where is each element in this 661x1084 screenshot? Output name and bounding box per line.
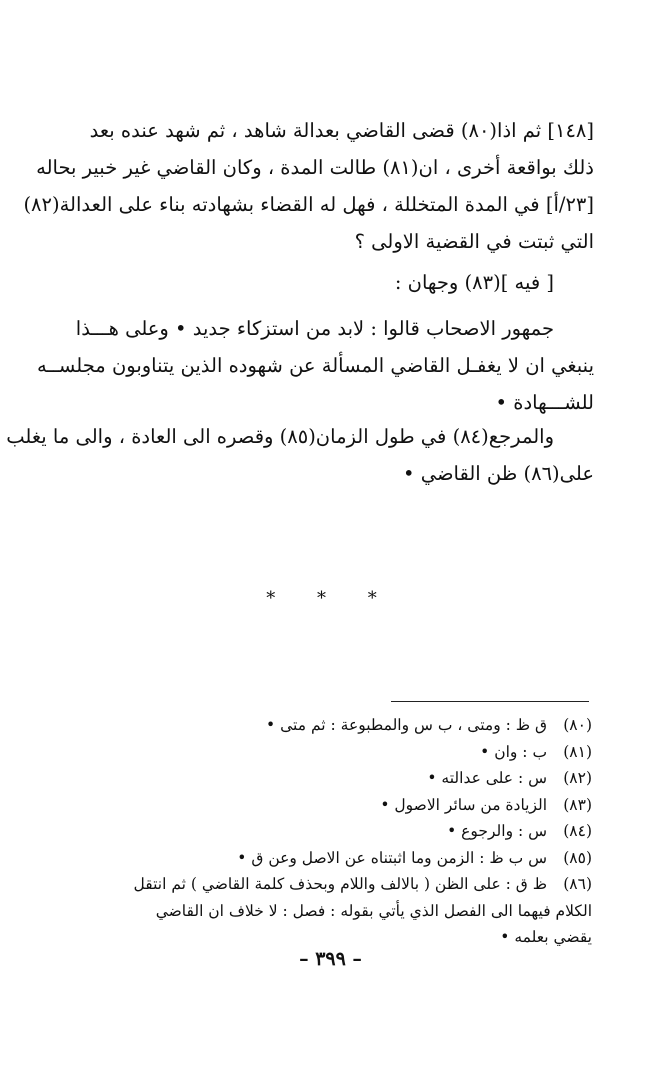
footnote (68, 712, 592, 739)
footnote (68, 818, 592, 845)
text-line: [ فيه ](٨٣) وجهان : (394, 271, 554, 294)
footnote-number: (٨٣) (563, 795, 592, 814)
text-line: جمهور الاصحاب قالوا : لابد من استزكاء جديد • وعلى هـــذا (75, 317, 554, 340)
footnote-continuation: الكلام فيهما الى الفصل الذي يأتي بقوله : فصل : لا خلاف ان القاضي (155, 901, 592, 920)
text-line: التي ثبتت في القضية الاولى ؟ (354, 230, 594, 253)
footnotes (68, 712, 592, 951)
text-line: للشـــهادة • (495, 391, 594, 414)
text-line: ذلك بواقعة أخرى ، ان(٨١) طالت المدة ، وكان القاضي غير خبير بحاله (36, 156, 594, 179)
text-line: على(٨٦) ظن القاضي • (403, 462, 594, 485)
footnote-text: س ب ظ : الزمن وما اثبتناه عن الاصل وعن ق • (237, 848, 548, 867)
footnote-divider (391, 701, 589, 702)
paragraph-majority-opinion (36, 310, 594, 421)
footnote-text: ظ ق : على الظن ( بالالف واللام وبحذف كلمة القاضي ) ثم انتقل (133, 875, 548, 893)
footnote (68, 845, 592, 872)
footnote-continuation: يقضي بعلمه • (500, 928, 592, 946)
footnote-number: (٨٦) (563, 875, 592, 893)
footnote-number: (٨١) (563, 742, 592, 761)
paragraph-reference (6, 418, 594, 492)
section-separator: * * * (266, 588, 395, 609)
footnote-number: (٨٤) (563, 822, 592, 840)
footnote (68, 871, 592, 898)
footnote (68, 765, 592, 792)
footnote-number: (٨٢) (563, 769, 592, 787)
footnote (68, 792, 592, 819)
footnote-text: الزيادة من سائر الاصول • (380, 795, 548, 814)
text-line: [٢٣/أ] في المدة المتخللة ، فهل له القضاء بشهادته بناء على العدالة(٨٢) (23, 193, 594, 216)
footnote-number: (٨٥) (563, 848, 592, 867)
footnote-text: ب : وان • (480, 742, 548, 761)
text-line: [١٤٨] ثم اذا(٨٠) قضى القاضي بعدالة شاهد ، ثم شهد عنده بعد (89, 119, 594, 142)
footnote-text: س : والرجوع • (447, 822, 548, 840)
page-number: – ٣٩٩ – (299, 948, 362, 970)
footnote-text: س : على عدالته • (427, 769, 548, 787)
footnote-text: ق ظ : ومتى ، ب س والمطبوعة : ثم متى • (266, 716, 548, 734)
footnote-number: (٨٠) (563, 716, 592, 734)
footnote (68, 739, 592, 766)
paragraph-two-views (72, 264, 594, 301)
text-line: والمرجع(٨٤) في طول الزمان(٨٥) وقصره الى العادة ، والى ما يغلب (6, 425, 554, 448)
text-line: ينبغي ان لا يغفـل القاضي المسألة عن شهوده الذين يتناوبون مجلســه (36, 354, 594, 377)
paragraph-148 (23, 112, 594, 260)
